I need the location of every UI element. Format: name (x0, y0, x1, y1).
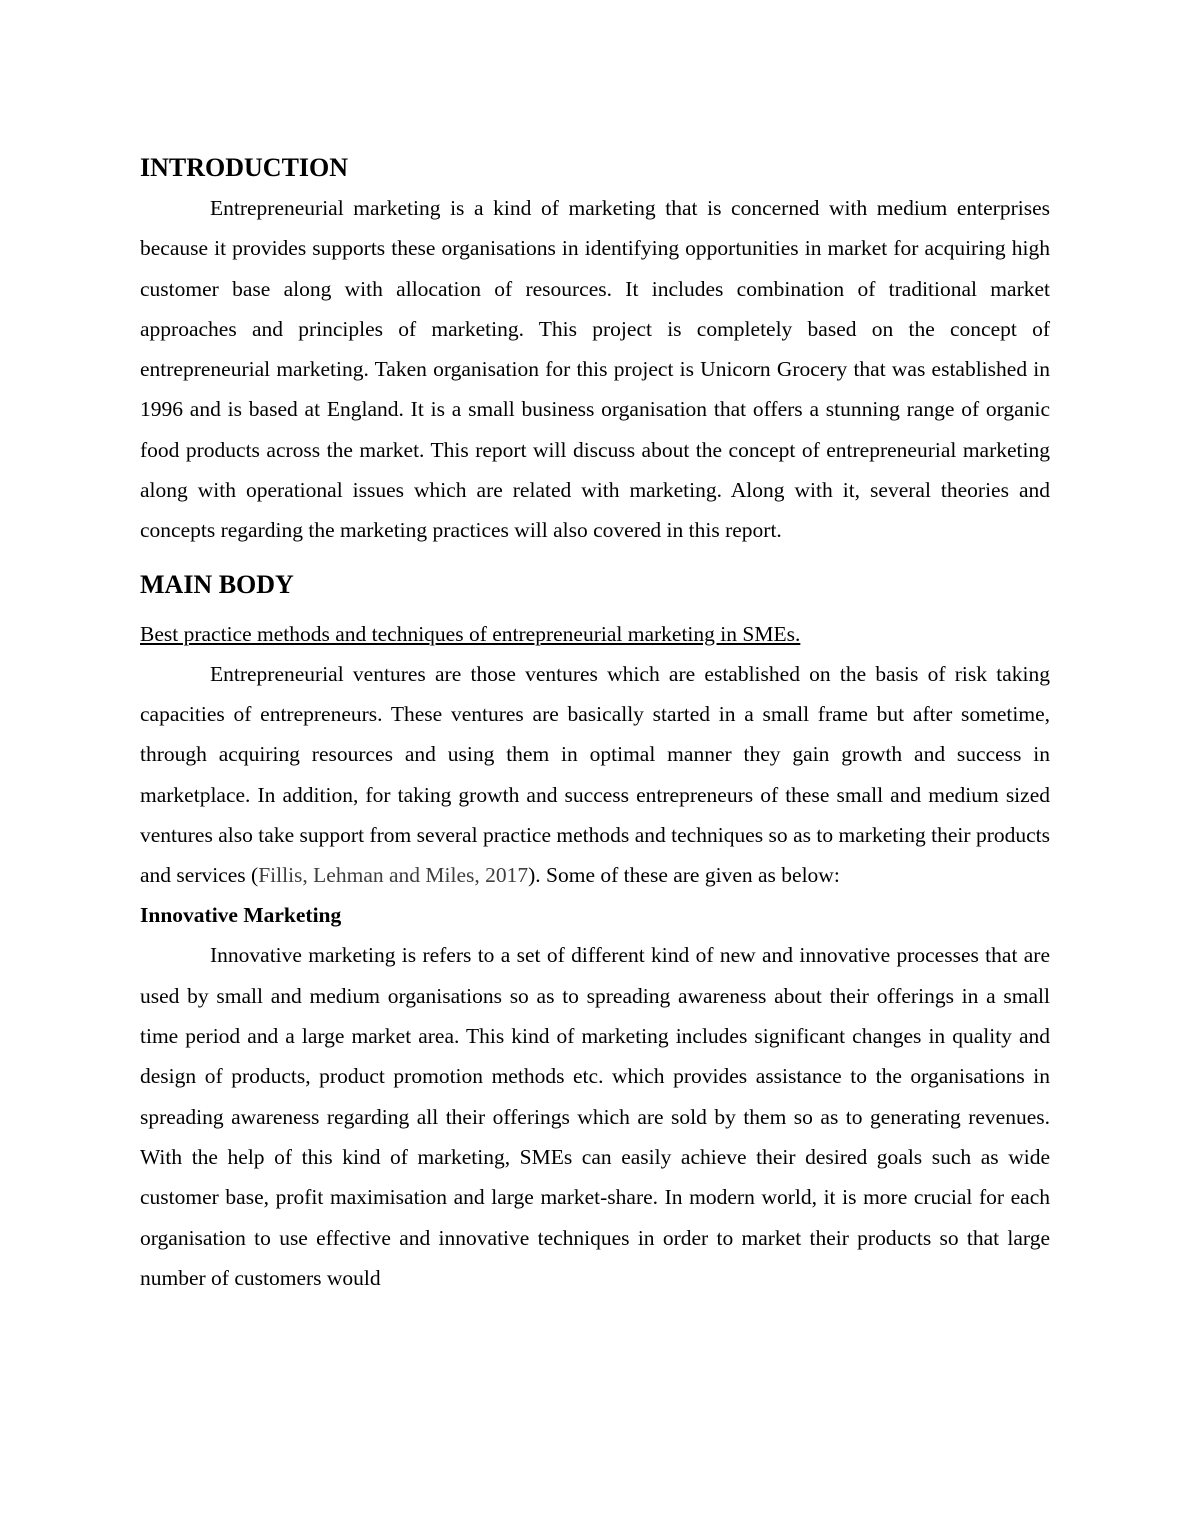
main-body-heading: MAIN BODY (140, 569, 294, 599)
entrepreneurial-ventures-paragraph (140, 654, 1050, 896)
best-practice-subheading: Best practice methods and techniques of entrepreneurial marketing in SMEs. (140, 621, 801, 646)
introduction-heading: INTRODUCTION (140, 153, 349, 182)
document-page (140, 148, 1050, 1298)
innovative-marketing-heading: Innovative Marketing (140, 903, 342, 928)
paragraph-text-before-citation: Entrepreneurial ventures are those ventures which are established on the basis of risk taking capacities of entrepreneurs. These ventures are basically started in a small frame but after sometime, through acquiring resources and using them in optimal manner they gain growth and success in marketplace. In addition, for taking growth and success entrepreneurs of these small and medium sized ventures also take support from several practice methods and techniques so as to marketing their products and services ( (140, 661, 1050, 888)
innovative-marketing-paragraph: Innovative marketing is refers to a set of different kind of new and innovative processes that are used by small and medium organisations so as to spreading awareness about their offerings in a small time period and a large market area. This kind of marketing includes significant changes in quality and design of products, product promotion methods etc. which provides assistance to the organisations in spreading awareness regarding all their offerings which are sold by them so as to generating revenues. With the help of this kind of marketing, SMEs can easily achieve their desired goals such as wide customer base, profit maximisation and large market-share. In modern world, it is more crucial for each organisation to use effective and innovative techniques in order to market their products so that large number of customers would (140, 943, 1050, 1290)
introduction-paragraph: Entrepreneurial marketing is a kind of marketing that is concerned with medium enterprises because it provides supports these organisations in identifying opportunities in market for acquiring high customer base along with allocation of resources. It includes combination of traditional market approaches and principles of marketing. This project is completely based on the concept of entrepreneurial marketing. Taken organisation for this project is Unicorn Grocery that was established in 1996 and is based at England. It is a small business organisation that offers a stunning range of organic food products across the market. This report will discuss about the concept of entrepreneurial marketing along with operational issues which are related with marketing. Along with it, several theories and concepts regarding the marketing practices will also covered in this report. (140, 196, 1050, 543)
paragraph-text-after-citation: ). Some of these are given as below: (528, 863, 840, 888)
citation: Fillis, Lehman and Miles, 2017 (258, 863, 529, 888)
